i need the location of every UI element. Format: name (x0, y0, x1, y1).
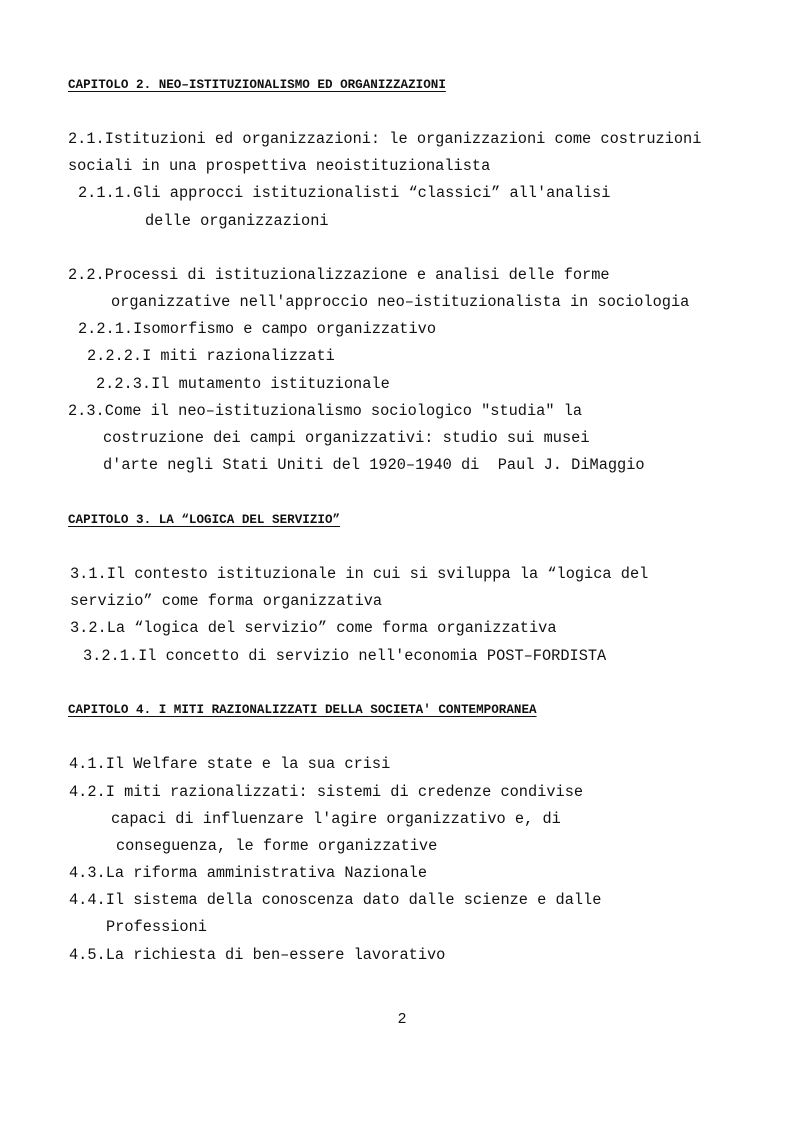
page-number: 2 (397, 1010, 407, 1027)
toc-entry: 2.2.Processi di istituzionalizzazione e analisi delle forme (68, 266, 610, 284)
chapter-3-title: CAPITOLO 3. LA “LOGICA DEL SERVIZIO” (68, 513, 341, 527)
toc-entry: 4.1.Il Welfare state e la sua crisi (69, 755, 391, 773)
toc-entry: 2.3.Come il neo–istituzionalismo sociologico "studia" la (68, 402, 583, 420)
toc-entry: capaci di influenzare l'agire organizzativo e, di (111, 810, 561, 828)
toc-entry: 2.1.1.Gli approcci istituzionalisti “classici” all'analisi (78, 184, 611, 202)
toc-entry: 3.1.Il contesto istituzionale in cui si sviluppa la “logica del (70, 565, 649, 583)
toc-entry: 3.2.La “logica del servizio” come forma organizzativa (70, 619, 557, 637)
toc-entry: Professioni (106, 918, 207, 936)
chapter-2-title: CAPITOLO 2. NEO–ISTITUZIONALISMO ED ORGANIZZAZIONI (68, 78, 446, 92)
toc-entry: d'arte negli Stati Uniti del 1920–1940 di Paul J. DiMaggio (103, 456, 645, 474)
toc-entry: organizzative nell'approccio neo–istituzionalista in sociologia (111, 293, 690, 311)
toc-entry: servizio” come forma organizzativa (70, 592, 383, 610)
chapter-4-title: CAPITOLO 4. I MITI RAZIONALIZZATI DELLA SOCIETA' CONTEMPORANEA (68, 703, 537, 717)
toc-entry: 2.2.3.Il mutamento istituzionale (96, 375, 390, 393)
toc-entry: 4.3.La riforma amministrativa Nazionale (69, 864, 428, 882)
toc-entry: conseguenza, le forme organizzative (116, 837, 438, 855)
toc-entry: delle organizzazioni (145, 212, 329, 230)
toc-entry: 2.2.2.I miti razionalizzati (87, 347, 335, 365)
toc-entry: 2.2.1.Isomorfismo e campo organizzativo (78, 320, 437, 338)
toc-entry: 3.2.1.Il concetto di servizio nell'economia POST–FORDISTA (83, 647, 607, 665)
toc-entry: 2.1.Istituzioni ed organizzazioni: le organizzazioni come costruzioni (68, 130, 702, 148)
toc-entry: costruzione dei campi organizzativi: studio sui musei (103, 429, 590, 447)
toc-entry: 4.2.I miti razionalizzati: sistemi di credenze condivise (69, 783, 584, 801)
toc-entry: sociali in una prospettiva neoistituzionalista (68, 157, 491, 175)
toc-entry: 4.4.Il sistema della conoscenza dato dalle scienze e dalle (69, 891, 602, 909)
toc-entry: 4.5.La richiesta di ben–essere lavorativo (69, 946, 446, 964)
